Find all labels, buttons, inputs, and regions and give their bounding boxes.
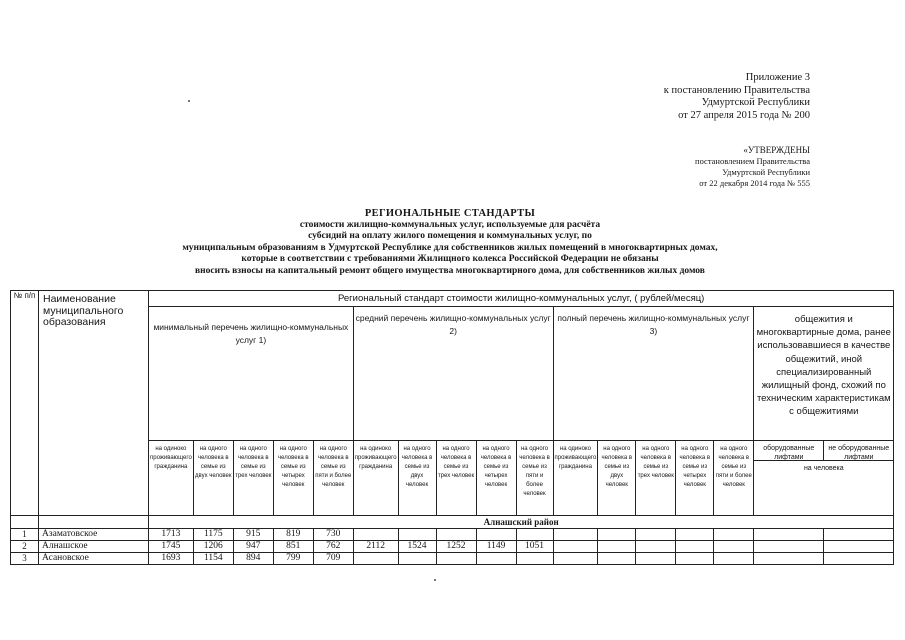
value-cell: [553, 541, 598, 553]
value-cell: [516, 529, 553, 541]
dorm-with-lift-header: оборудованные лифтами: [754, 441, 824, 460]
value-cell: 730: [313, 529, 353, 541]
sub-header-five: на одного человека в семье из пяти и более человек: [313, 441, 353, 516]
value-cell: 1051: [516, 541, 553, 553]
value-cell: [636, 529, 676, 541]
municipality-name: Азаматовское: [39, 529, 149, 541]
value-cell: [824, 541, 894, 553]
title-line-4: которые в соответствии с требованиями Жилищного колекса Российской Федерации не обязаны: [241, 254, 659, 264]
appendix-line-1: Приложение 3: [745, 72, 810, 83]
sub-header-three: на одного человека в семье из трех человек: [233, 441, 273, 516]
appendix-line-4: от 27 апреля 2015 года № 200: [678, 109, 810, 121]
dorm-sub-header: [754, 441, 894, 516]
value-cell: [516, 553, 553, 565]
sub-header-four: на одного человека в семье из четырех человек: [476, 441, 516, 516]
row-number: 3: [11, 553, 39, 565]
value-cell: [754, 541, 824, 553]
table-row: [11, 553, 894, 565]
value-cell: 851: [273, 541, 313, 553]
sub-header-five: на одного человека в семье из пяти и более человек: [516, 441, 553, 516]
municipality-name: Алнашское: [39, 541, 149, 553]
value-cell: [476, 529, 516, 541]
document-title: [100, 208, 800, 277]
title-main: РЕГИОНАЛЬНЫЕ СТАНДАРТЫ: [364, 208, 536, 219]
table-row: [11, 541, 894, 553]
value-cell: [714, 553, 754, 565]
value-cell: [436, 529, 476, 541]
value-cell: [398, 529, 436, 541]
value-cell: 1206: [193, 541, 233, 553]
region-title: Алнашский район: [149, 516, 894, 529]
value-cell: [714, 541, 754, 553]
sub-header-two: на одного человека в семье из двух человек: [193, 441, 233, 516]
dorm-unit-header: на человека: [803, 465, 844, 472]
value-cell: 1252: [436, 541, 476, 553]
col-num-header: № п/п: [11, 291, 39, 516]
value-cell: [553, 553, 598, 565]
appendix-block: [600, 72, 810, 122]
title-line-2: субсидий на оплату жилого помещения и коммунальных услуг, по: [308, 231, 592, 241]
row-number: 2: [11, 541, 39, 553]
value-cell: [353, 553, 398, 565]
value-cell: 1713: [149, 529, 194, 541]
approved-line-2: Удмуртской Республики: [722, 167, 810, 177]
approved-header: «УТВЕРЖДЕНЫ: [743, 145, 810, 155]
approved-line-1: постановлением Правительства: [695, 156, 810, 166]
sub-header-three: на одного человека в семье из трех человек: [636, 441, 676, 516]
value-cell: 1149: [476, 541, 516, 553]
group-min-header: минимальный перечень жилищно-коммунальных услуг 1): [149, 307, 354, 441]
municipality-name: Асановское: [39, 553, 149, 565]
table-body: [11, 529, 894, 565]
value-cell: 1524: [398, 541, 436, 553]
sub-header-five: на одного человека в семье из пяти и более человек: [714, 441, 754, 516]
top-header: Региональный стандарт стоимости жилищно-коммунальных услуг, ( рублей/месяц): [149, 291, 894, 307]
value-cell: 819: [273, 529, 313, 541]
scan-speck: [188, 100, 190, 102]
value-cell: [754, 529, 824, 541]
value-cell: [636, 553, 676, 565]
value-cell: 762: [313, 541, 353, 553]
value-cell: [714, 529, 754, 541]
value-cell: [676, 529, 714, 541]
group-mid-header: средний перечень жилищно-коммунальных услуг 2): [353, 307, 553, 441]
group-full-header: полный перечень жилищно-коммунальных услуг 3): [553, 307, 754, 441]
value-cell: 1175: [193, 529, 233, 541]
appendix-line-2: к постановлению Правительства: [663, 84, 810, 96]
sub-header-four: на одного человека в семье из четырех человек: [676, 441, 714, 516]
value-cell: 1693: [149, 553, 194, 565]
value-cell: 799: [273, 553, 313, 565]
sub-header-two: на одного человека в семье из двух человек: [598, 441, 636, 516]
table-row: [11, 529, 894, 541]
value-cell: [754, 553, 824, 565]
standards-table: [10, 290, 894, 565]
value-cell: [398, 553, 436, 565]
value-cell: [824, 553, 894, 565]
appendix-line-3: Удмуртской Республики: [701, 97, 810, 108]
region-spacer: [11, 516, 39, 529]
value-cell: [824, 529, 894, 541]
dorm-no-lift-header: не оборудованные лифтами: [828, 445, 890, 461]
col-name-header: Наименование муниципального образования: [39, 291, 149, 516]
approved-block: [600, 145, 810, 189]
sub-header-four: на одного человека в семье из четырех человек: [273, 441, 313, 516]
title-line-5: вносить взносы на капитальный ремонт общего имущества многоквартирного дома, для собственников жилых домов: [195, 265, 705, 276]
value-cell: [476, 553, 516, 565]
title-line-1: стоимости жилищно-коммунальных услуг, используемые для расчёта: [299, 219, 601, 230]
approved-line-3: от 22 декабря 2014 года № 555: [699, 178, 810, 188]
region-spacer: [39, 516, 149, 529]
sub-header-single: на одиноко проживающего гражданина: [149, 441, 194, 516]
sub-header-three: на одного человека в семье из трех человек: [436, 441, 476, 516]
value-cell: [353, 529, 398, 541]
scan-speck: [434, 579, 436, 581]
value-cell: 1154: [193, 553, 233, 565]
value-cell: [436, 553, 476, 565]
value-cell: 915: [233, 529, 273, 541]
value-cell: [636, 541, 676, 553]
value-cell: [598, 553, 636, 565]
value-cell: 1745: [149, 541, 194, 553]
sub-header-two: на одного человека в семье из двух человек: [398, 441, 436, 516]
group-dorm-header: общежития и многоквартирные дома, ранее использовавшиеся в качестве общежитий, иной специализированный жилищный фонд, схожий по техническим характеристикам с общежитиями: [754, 307, 894, 441]
value-cell: [598, 529, 636, 541]
value-cell: [553, 529, 598, 541]
sub-header-single: на одиноко проживающего гражданина: [353, 441, 398, 516]
value-cell: [676, 553, 714, 565]
value-cell: [676, 541, 714, 553]
title-line-3: муниципальным образованиям в Удмуртской Республике для собственников жилых помещений в многоквартирных домах,: [182, 242, 718, 253]
value-cell: 2112: [353, 541, 398, 553]
value-cell: 947: [233, 541, 273, 553]
row-number: 1: [11, 529, 39, 541]
value-cell: 894: [233, 553, 273, 565]
sub-header-single: на одиноко проживающего гражданина: [553, 441, 598, 516]
value-cell: [598, 541, 636, 553]
value-cell: 709: [313, 553, 353, 565]
